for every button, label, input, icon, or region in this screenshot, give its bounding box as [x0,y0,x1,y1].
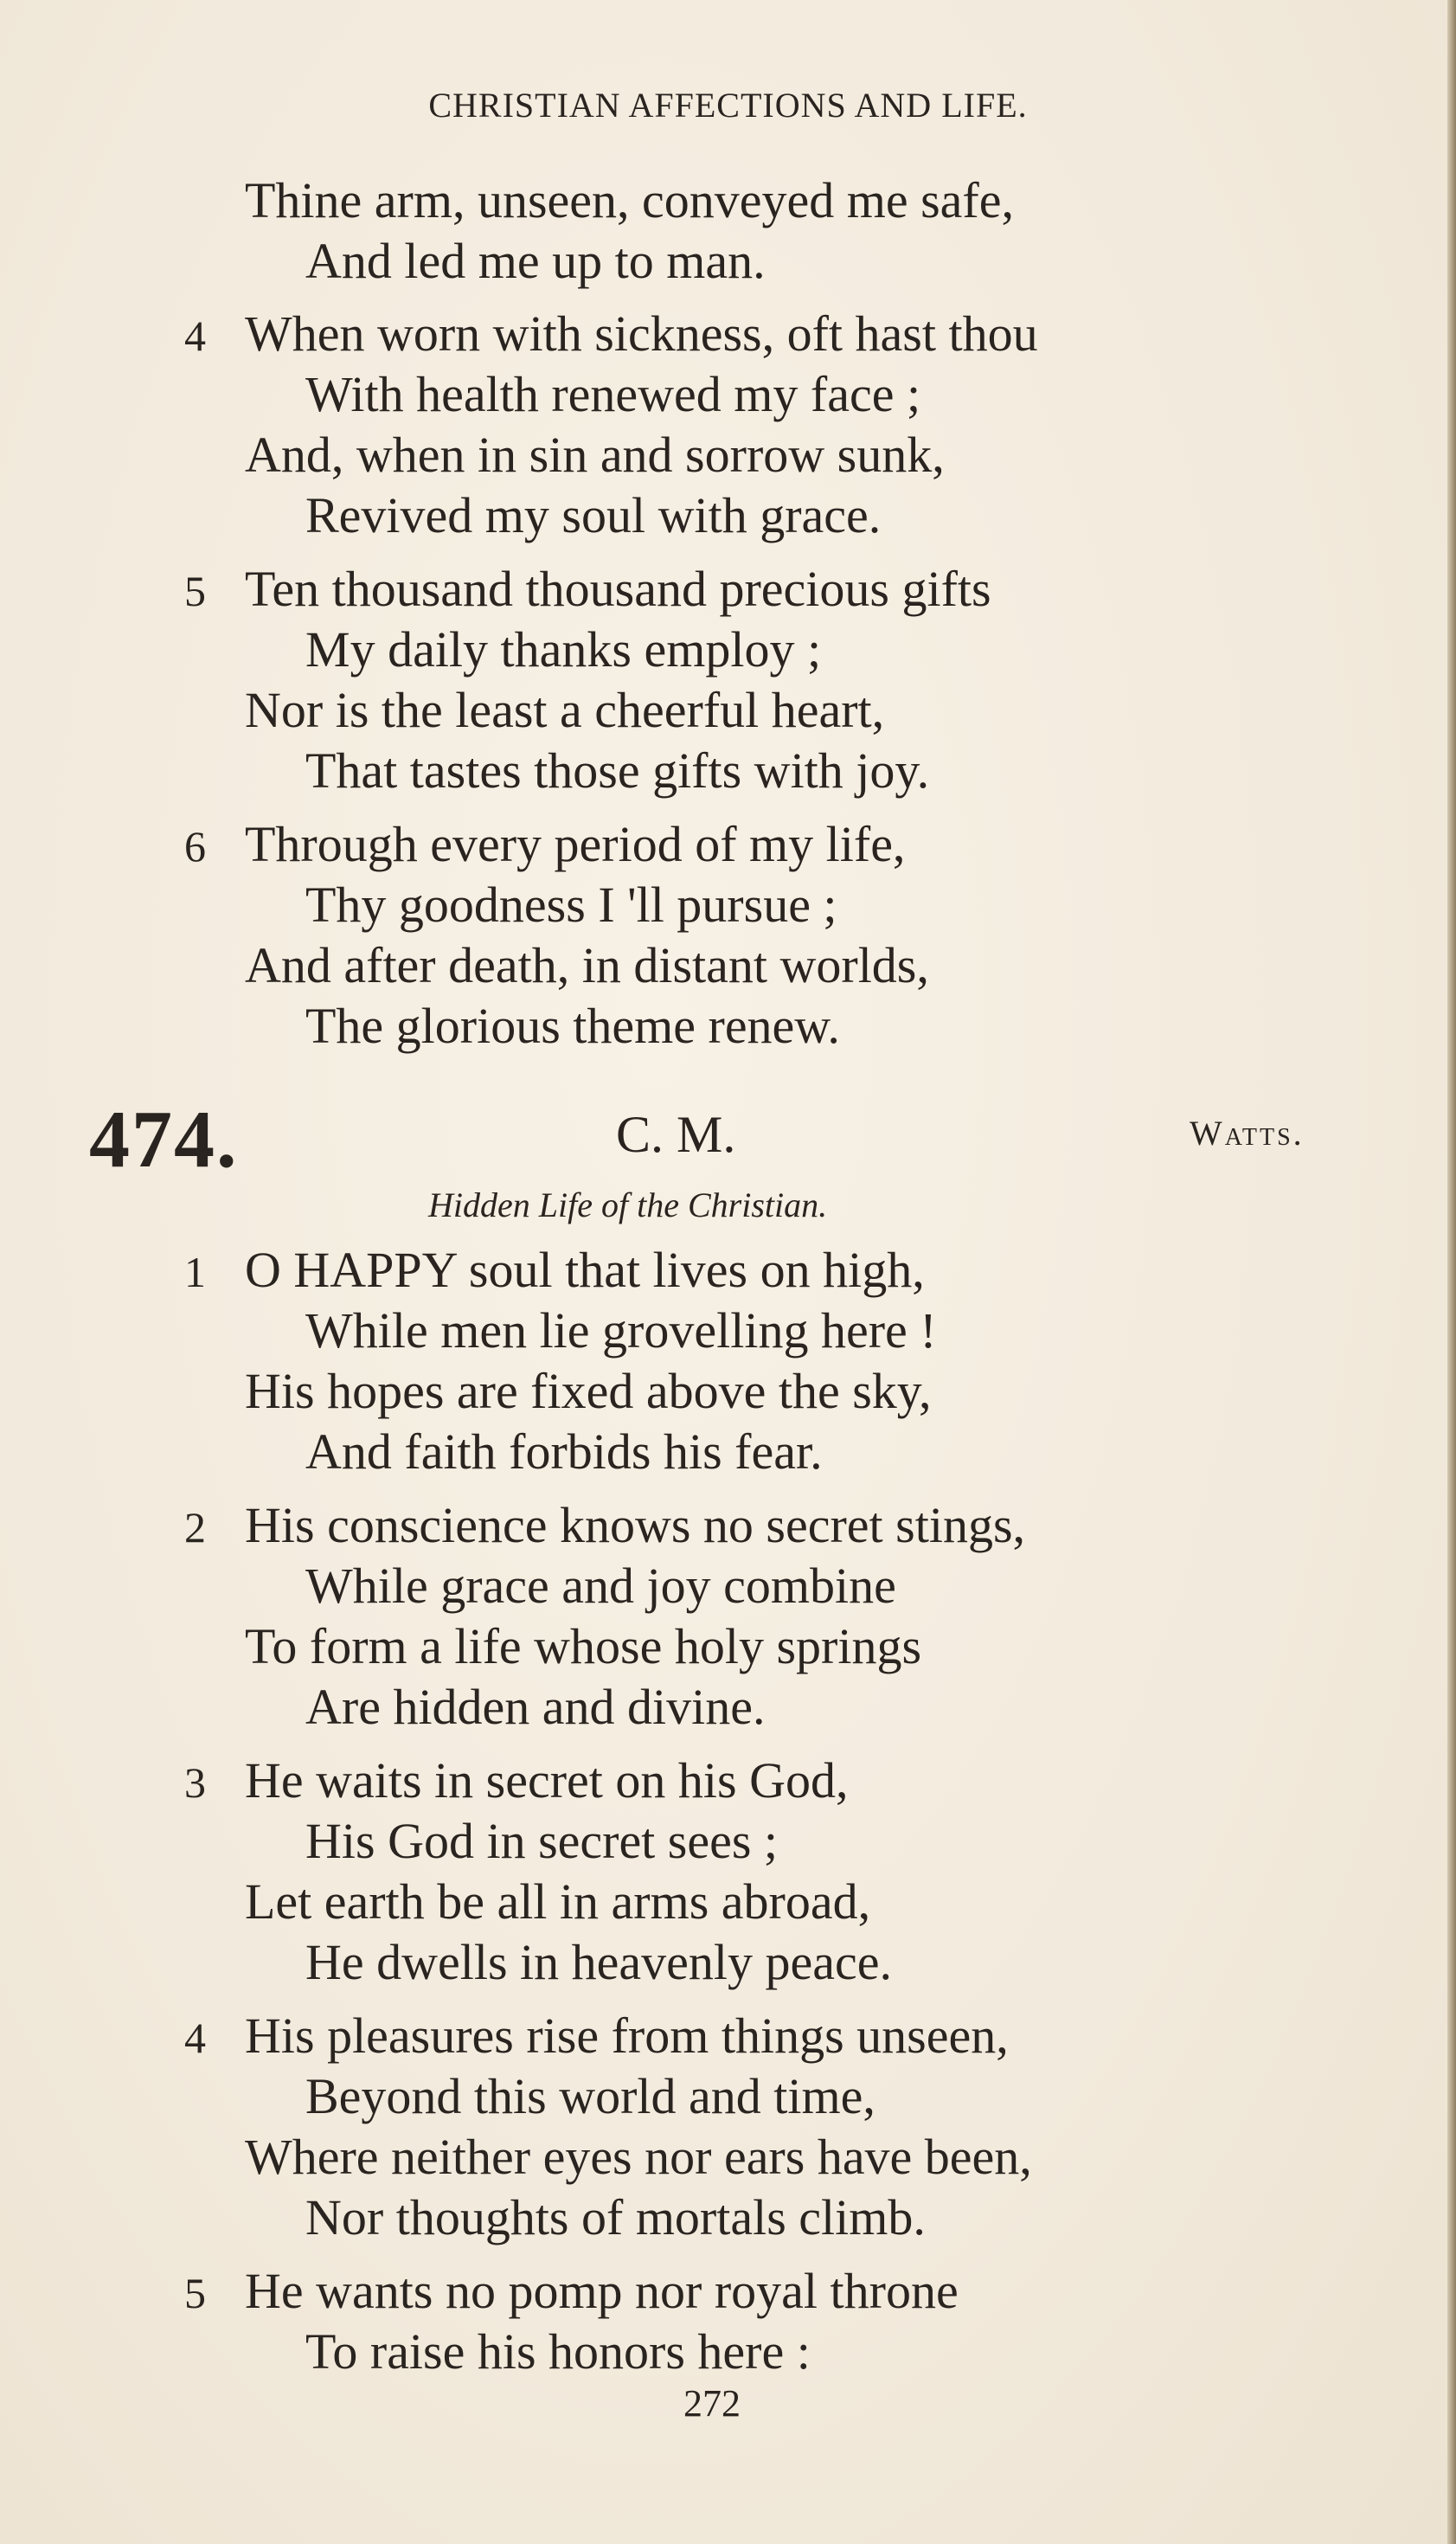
verse-line: Beyond this world and time, [305,2068,876,2124]
verse-line: And, when in sin and sorrow sunk, [245,427,945,483]
running-header: CHRISTIAN AFFECTIONS AND LIFE. [428,86,1028,125]
verse-line: Thine arm, unseen, conveyed me safe, [245,172,1014,228]
verse-line: He dwells in heavenly peace. [305,1934,892,1990]
verse-line: His pleasures rise from things unseen, [245,2008,1009,2064]
verse-line: To form a life whose holy springs [245,1618,922,1674]
verse-line: Let earth be all in arms abroad, [245,1873,871,1930]
verse-line: His conscience knows no secret stings, [245,1497,1026,1553]
verse-line: And after death, in distant worlds, [245,937,929,993]
verse-line: When worn with sickness, oft hast thou [245,305,1038,362]
verse-line: Ten thousand thousand precious gifts [245,561,991,617]
verse-line: And faith forbids his fear. [305,1423,823,1480]
verse-line: Where neither eyes nor ears have been, [245,2129,1032,2185]
hymn-title: Hidden Life of the Christian. [428,1185,828,1224]
verse-number: 4 [184,312,206,360]
page-edge [1447,0,1456,2544]
verse-number: 1 [184,1248,206,1296]
verse-line: The glorious theme renew. [305,998,840,1054]
verse-line: Nor thoughts of mortals climb. [305,2189,926,2245]
hymn-author: Watts. [1190,1114,1305,1153]
verse-line: That tastes those gifts with joy. [305,742,930,799]
verse-line: His God in secret sees ; [305,1813,779,1869]
verse-number: 4 [184,2014,206,2062]
verse-line: He wants no pomp nor royal throne [245,2263,959,2319]
verse-number: 2 [184,1503,206,1551]
verse-line: O HAPPY soul that lives on high, [245,1242,925,1298]
hymn-meter: C. M. [616,1106,736,1163]
verse-line: Nor is the least a cheerful heart, [245,682,885,738]
verse-line: Thy goodness I 'll pursue ; [305,877,837,933]
verse-line: My daily thanks employ ; [305,621,822,678]
verse-line: To raise his honors here : [305,2323,811,2380]
verse-line: He waits in secret on his God, [245,1752,849,1808]
verse-number: 6 [184,822,206,870]
verse-line: Through every period of my life, [245,816,906,872]
verse-line: Are hidden and divine. [305,1679,766,1735]
verse-number: 5 [184,567,206,615]
page-number: 272 [683,2382,741,2425]
hymn-number: 474. [89,1095,239,1185]
verse-line: While grace and joy combine [305,1558,896,1614]
verse-number: 5 [184,2269,206,2317]
verse-line: With health renewed my face ; [305,366,921,422]
verse-line: Revived my soul with grace. [305,487,882,543]
verse-number: 3 [184,1758,206,1807]
verse-line: While men lie grovelling here ! [305,1302,937,1359]
verse-line: His hopes are fixed above the sky, [245,1363,932,1419]
verse-line: And led me up to man. [305,233,766,289]
